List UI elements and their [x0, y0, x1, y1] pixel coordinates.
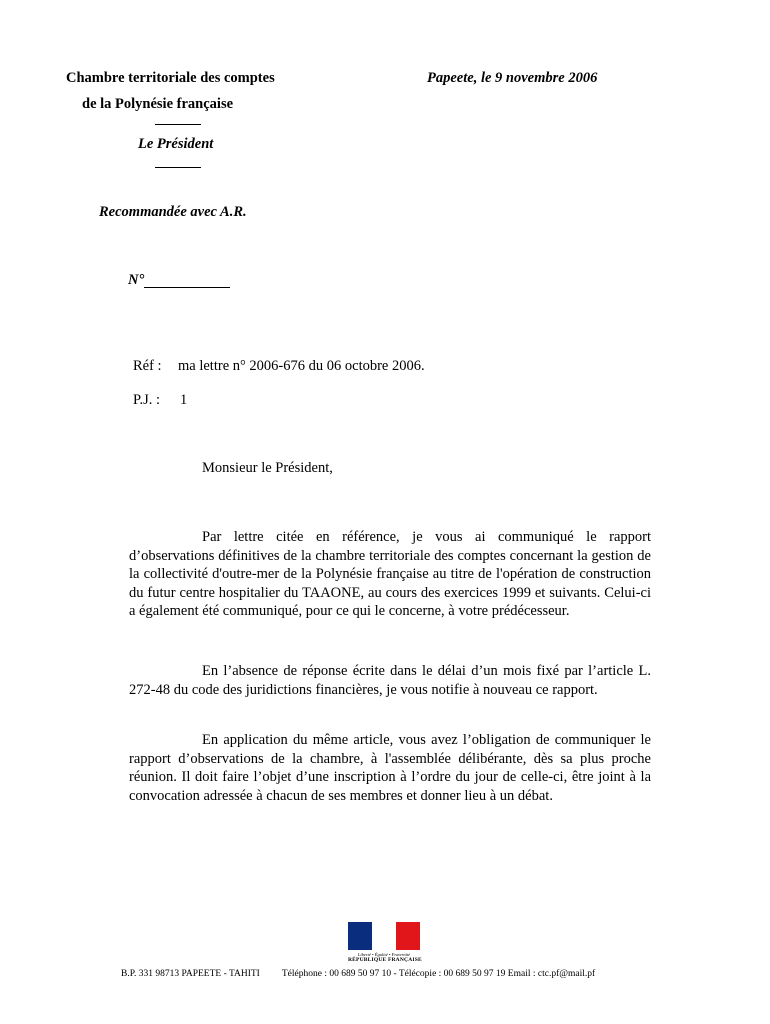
footer-address: B.P. 331 98713 PAPEETE - TAHITI	[121, 969, 260, 979]
salutation: Monsieur le Président,	[202, 460, 333, 476]
attachment-label: P.J. :	[133, 392, 161, 408]
reference-value: ma lettre n° 2006-676 du 06 octobre 2006.	[178, 358, 425, 374]
header-divider-top	[155, 124, 201, 125]
document-number-label	[128, 272, 144, 289]
header-divider-bottom	[155, 167, 201, 168]
paragraph-1-text: Par lettre citée en référence, je vous ai communiqué le rapport d’observations définitives de la chambre territoriale des comptes concernant la gestion de la collectivité d'outre-mer de la Polynésie française au titre de l'opération de construction du futur centre hospitalier du TAAONE, au cours des exercices 1999 et suivants. Celui-ci a également été communiqué, pour ce qui le concerne, à votre prédécesseur.	[129, 529, 651, 619]
body-paragraph-2	[129, 662, 651, 699]
paragraph-2-text: En l’absence de réponse écrite dans le délai d’un mois fixé par l’article L. 272-48 du code des juridictions financières, je vous notifie à nouveau ce rapport.	[129, 663, 651, 698]
tricolor-flag-icon	[348, 922, 420, 950]
number-label-text: N°	[128, 272, 145, 288]
republic-logo	[348, 922, 420, 963]
place-date: Papeete, le 9 novembre 2006	[427, 70, 598, 86]
attachment-value: 1	[180, 392, 188, 408]
body-paragraph-3	[129, 731, 651, 805]
reference-label: Réf :	[133, 358, 162, 374]
organization-name-line2: de la Polynésie française	[82, 96, 234, 112]
mail-type: Recommandée avec A.R.	[99, 204, 247, 220]
organization-name-line1: Chambre territoriale des comptes	[66, 70, 275, 86]
logo-motto: Liberté • Égalité • Fraternité	[357, 952, 411, 957]
footer-contact: Téléphone : 00 689 50 97 10 - Télécopie : 00 689 50 97 19 Email : ctc.pf@mail.pf	[281, 969, 596, 979]
paragraph-3-text: En application du même article, vous avez l’obligation de communiquer le rapport d’observations de la chambre, à l'assemblée délibérante, dès sa plus proche réunion. Il doit faire l’objet d’une inscription à l’ordre du jour de celle-ci, être joint à la convocation adressée à chacun de ses membres et donner lieu à un débat.	[129, 732, 651, 804]
footer	[121, 969, 595, 979]
signatory-title: Le Président	[138, 136, 214, 152]
logo-republic-name: RÉPUBLIQUE FRANÇAISE	[348, 957, 422, 963]
body-paragraph-1	[129, 528, 651, 621]
document-number-blank	[144, 287, 230, 288]
